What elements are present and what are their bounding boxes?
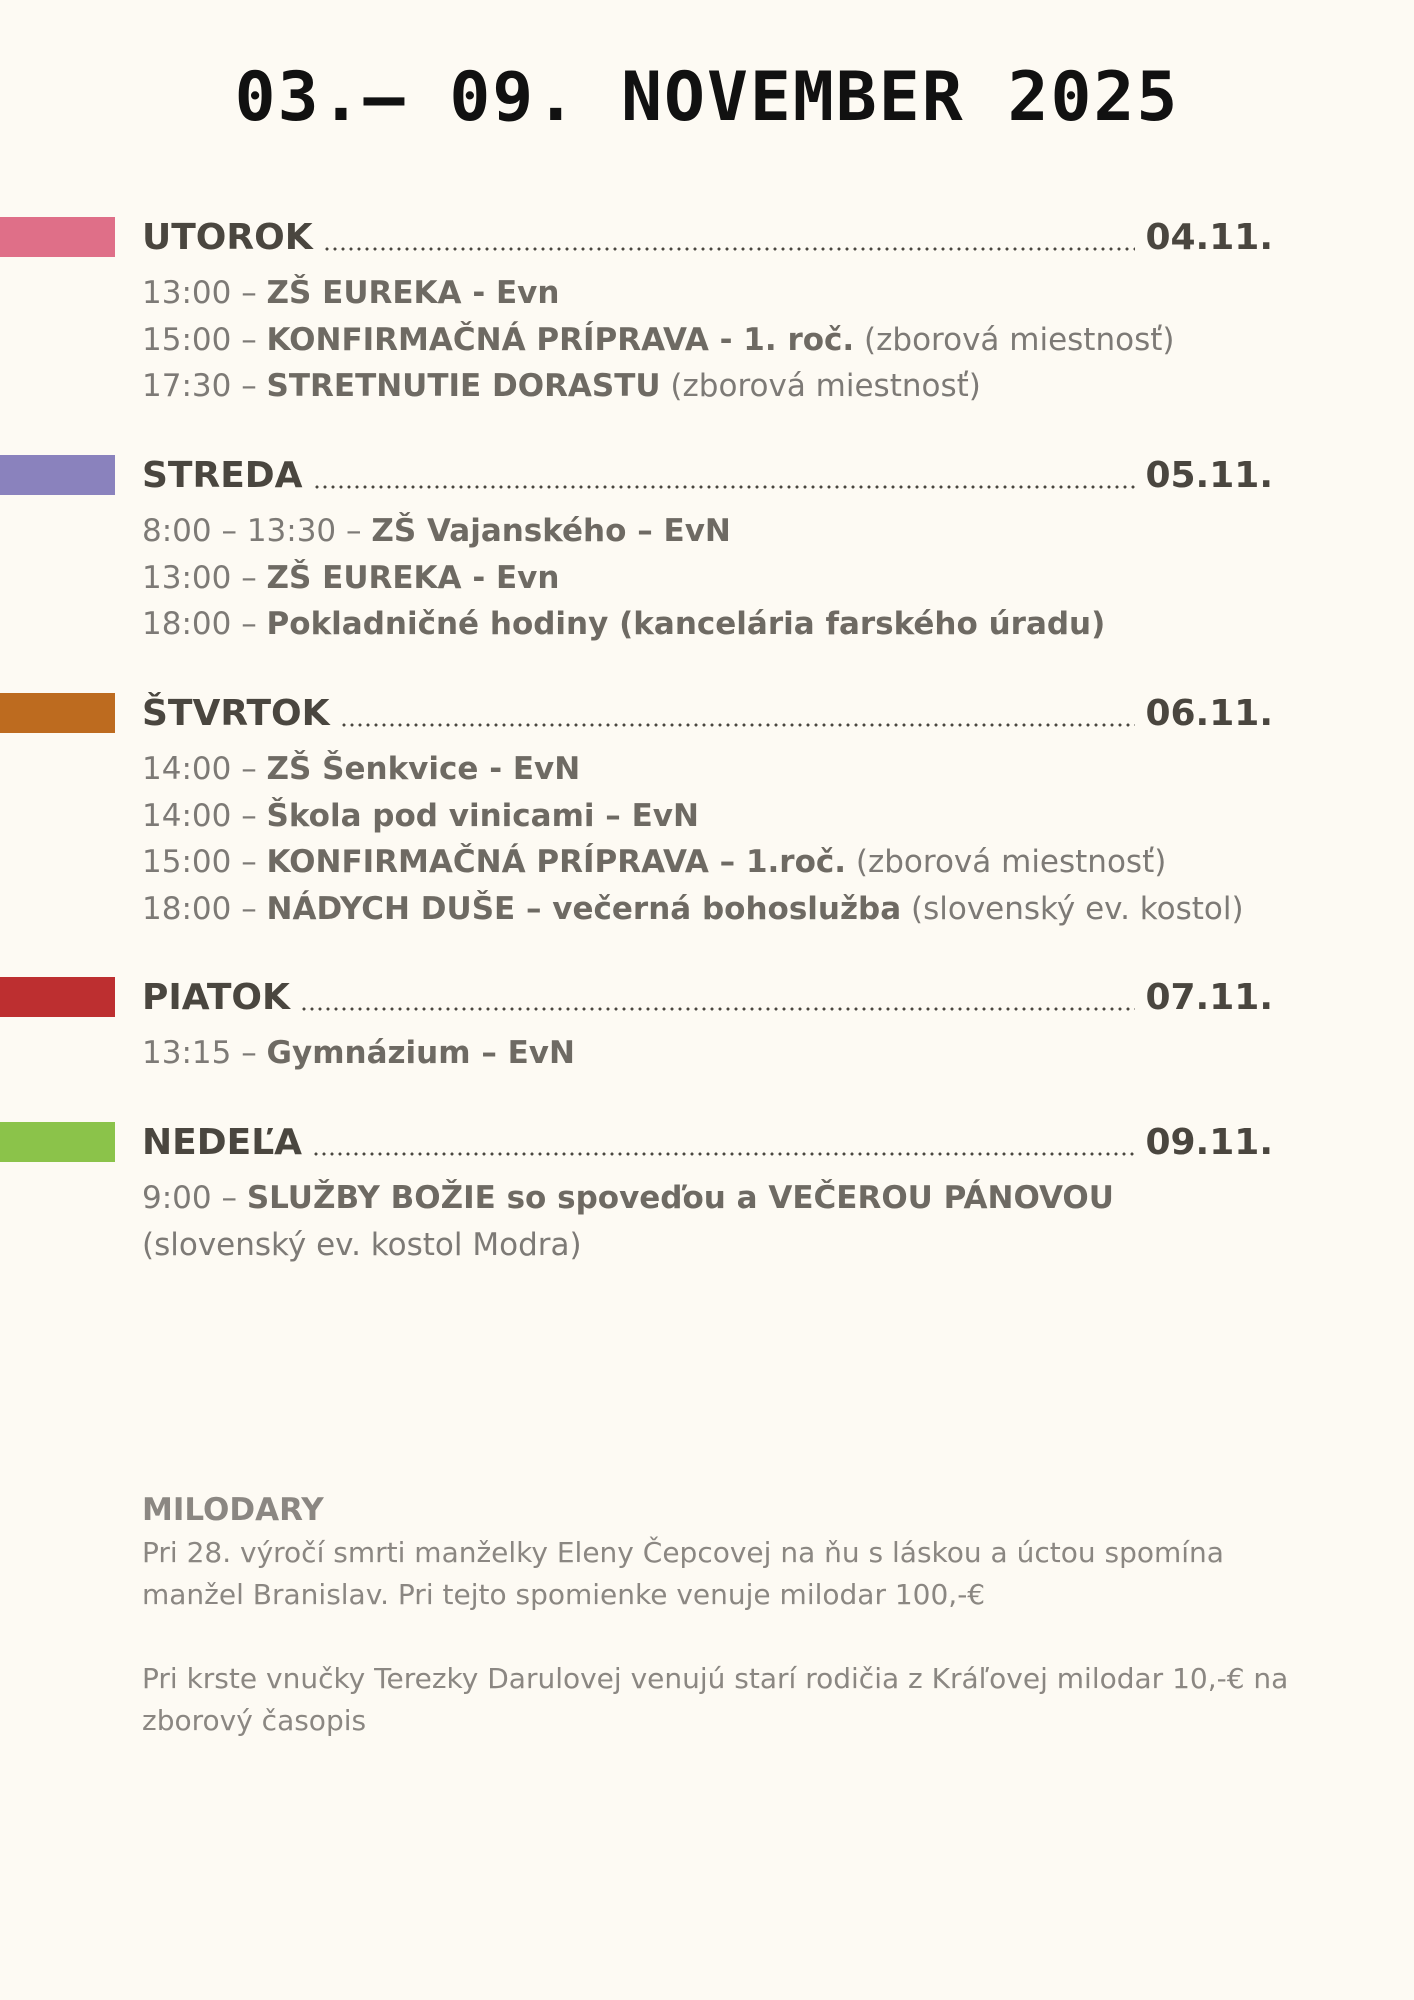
day-name: STREDA [142,455,303,496]
milodary-section [142,1492,1292,1784]
event-time: 18:00 – [142,606,267,642]
event-title: STRETNUTIE DORASTU [266,368,661,404]
event-note: (slovenský ev. kostol Modra) [142,1226,582,1263]
day-date: 07.11. [1145,977,1273,1018]
day-color-bar [0,1122,115,1162]
event-title: NÁDYCH DUŠE – večerná bohoslužba [266,890,902,927]
event-time: 15:00 – [142,844,267,880]
event-time: 9:00 – [142,1180,247,1216]
day-date: 05.11. [1145,455,1273,496]
event-time: 18:00 – [142,890,267,927]
event-note: (zborová miestnosť) [854,321,1175,358]
event-title: Gymnázium – EvN [266,1035,575,1071]
event-title: KONFIRMAČNÁ PRÍPRAVA – 1.roč. [266,844,847,880]
event-list [142,508,1322,648]
event-title: KONFIRMAČNÁ PRÍPRAVA - 1. roč. [266,321,855,358]
milodary-paragraph: Pri 28. výročí smrti manželky Eleny Čepcovej na ňu s láskou a úctou spomína manžel Branislav. Pri tejto spomienke venuje milodar 100,-€ [142,1536,1224,1611]
dotted-leader [300,1006,1136,1012]
day-header [142,214,1273,262]
day-date: 09.11. [1145,1122,1273,1163]
event-list [142,1030,1322,1077]
event-item [142,270,1322,317]
event-title: SLUŽBY BOŽIE so spoveďou a VEČEROU PÁNOVOU [246,1180,1114,1216]
day-color-bar [0,455,115,495]
event-note: (slovenský ev. kostol) [901,890,1244,927]
day-date: 04.11. [1145,217,1273,258]
event-list [142,746,1322,932]
event-note: (zborová miestnosť) [846,844,1167,880]
event-item [142,508,1322,555]
event-item [142,555,1322,602]
event-title: ZŠ Vajanského – EvN [371,513,731,549]
event-item [142,746,1322,793]
event-time: 13:15 – [142,1035,267,1071]
event-item [142,1030,1322,1077]
day-name: UTOROK [142,217,313,258]
event-time: 13:00 – [142,559,267,596]
day-name: NEDEĽA [142,1122,302,1163]
event-title: ZŠ Šenkvice - EvN [266,751,581,787]
milodary-paragraph: Pri krste vnučky Terezky Darulovej venujú starí rodičia z Kráľovej milodar 10,-€ na zborový časopis [142,1662,1289,1737]
day-header [142,690,1273,738]
day-header [142,452,1273,500]
event-note: (zborová miestnosť) [660,368,981,404]
event-time: 14:00 – [142,797,267,834]
dotted-leader [340,722,1136,728]
event-title: ZŠ EUREKA - Evn [266,275,560,311]
event-item [142,886,1322,933]
day-header [142,974,1273,1022]
event-time: 17:30 – [142,368,267,404]
event-time: 14:00 – [142,751,267,787]
event-item [142,601,1322,648]
dotted-leader [312,1151,1135,1157]
event-time: 13:00 – [142,275,267,311]
day-date: 06.11. [1145,693,1273,734]
event-item [142,839,1322,886]
event-list [142,1175,1192,1268]
event-time: 15:00 – [142,321,267,358]
event-time: 8:00 – 13:30 – [142,513,372,549]
event-list [142,270,1322,410]
dotted-leader [323,246,1136,252]
event-item [142,793,1322,840]
day-header [142,1119,1273,1167]
day-color-bar [0,693,115,733]
event-item [142,363,1322,410]
event-title: ZŠ EUREKA - Evn [266,559,560,596]
dotted-leader [313,484,1136,490]
event-title: Pokladničné hodiny (kancelária farského úradu) [266,606,1106,642]
day-name: ŠTVRTOK [142,693,330,734]
day-name: PIATOK [142,977,290,1018]
event-title: Škola pod vinicami – EvN [266,797,699,834]
milodary-title: MILODARY [142,1492,324,1528]
event-item [142,317,1322,364]
page-title: 03.– 09. NOVEMBER 2025 [234,58,1180,137]
day-color-bar [0,977,115,1017]
day-color-bar [0,217,115,257]
event-item [142,1175,1192,1268]
